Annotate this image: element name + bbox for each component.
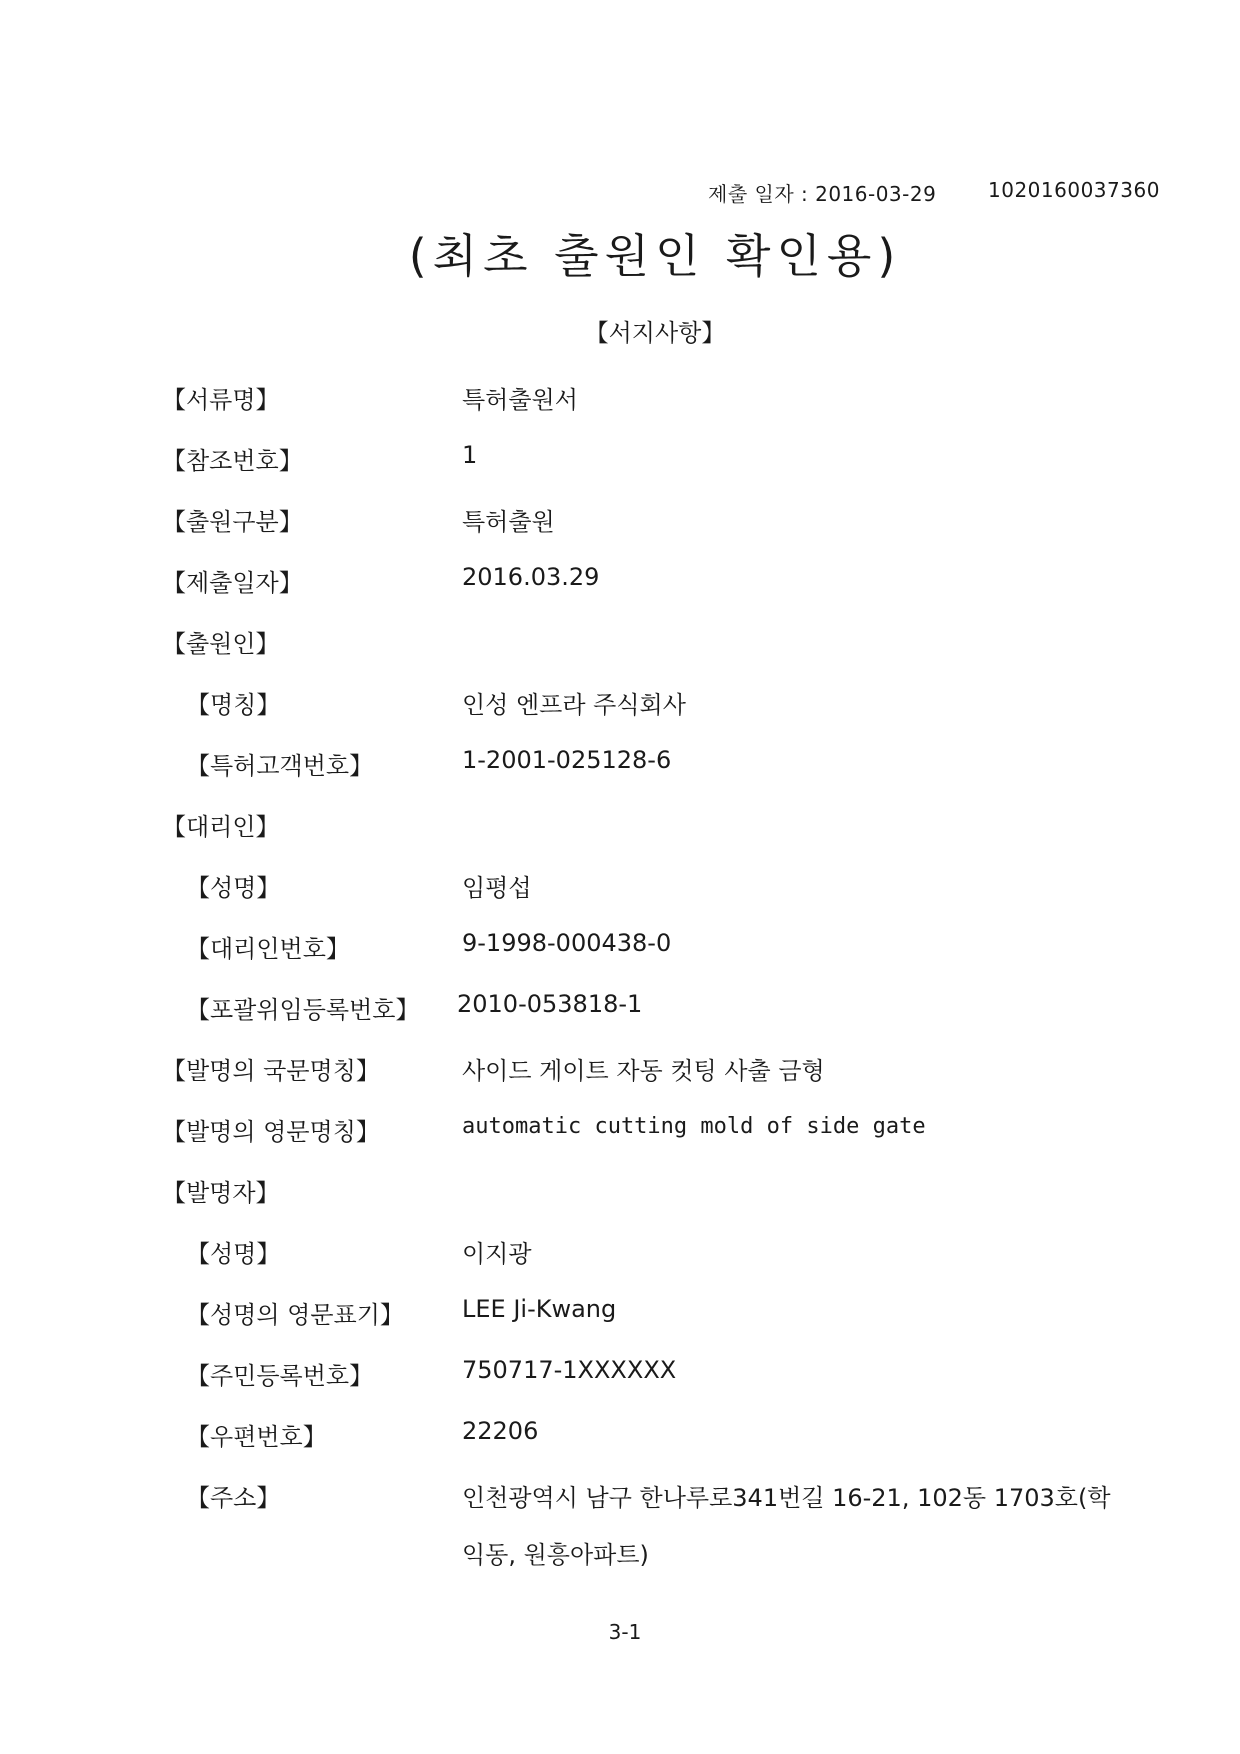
field-label: 【발명의 영문명칭】 [162,1118,380,1146]
field-value: 2010-053818-1 [457,990,643,1018]
field-inventor-english-name [0,1295,1240,1335]
field-resident-number [0,1356,1240,1396]
field-label: 【성명의 영문표기】 [186,1301,404,1329]
field-agent-number [0,929,1240,969]
field-label: 【명칭】 [186,691,281,719]
field-label: 【특허고객번호】 [186,752,374,780]
address-continuation: 익동, 원흥아파트) [462,1541,649,1569]
field-label: 【주소】 [186,1484,281,1512]
field-value: 특허출원서 [462,386,578,414]
field-label: 【주민등록번호】 [186,1362,374,1390]
field-value: 9-1998-000438-0 [462,929,672,957]
field-label: 【성명】 [186,1240,281,1268]
field-value: 1-2001-025128-6 [462,746,672,774]
field-power-of-attorney-number [0,990,1240,1030]
field-value: 이지광 [462,1240,532,1268]
field-label: 【서류명】 [162,386,280,414]
field-document-name [0,380,1240,420]
field-value: LEE Ji-Kwang [462,1295,617,1323]
section-title: 【서지사항】 [584,319,726,347]
field-agent-name [0,868,1240,908]
field-applicant-name [0,685,1240,725]
field-value: 임평섭 [462,874,532,902]
field-value: 인천광역시 남구 한나루로341번길 16-21, 102동 1703호(학 [462,1484,1111,1512]
field-label: 【성명】 [186,874,281,902]
field-label: 【출원인】 [162,630,280,658]
field-value: 사이드 게이트 자동 컷팅 사출 금형 [462,1057,825,1085]
page-number: 3-1 [608,1620,642,1644]
page-title: (최초 출원인 확인용) [408,229,902,283]
field-value: 인성 엔프라 주식회사 [462,691,686,719]
field-label: 【발명의 국문명칭】 [162,1057,380,1085]
field-english-title [0,1112,1240,1152]
field-value: 750717-1XXXXXX [462,1356,677,1384]
field-inventor-name [0,1234,1240,1274]
submission-date: 제출 일자 : 2016-03-29 [708,182,937,206]
field-application-type [0,502,1240,542]
field-value: 1 [462,441,478,469]
field-label: 【우편번호】 [186,1423,327,1451]
field-value: 2016.03.29 [462,563,600,591]
field-postal-code [0,1417,1240,1457]
field-label: 【대리인번호】 [186,935,350,963]
field-value: 22206 [462,1417,539,1445]
field-reference-number [0,441,1240,481]
field-customer-number [0,746,1240,786]
field-label: 【대리인】 [162,813,280,841]
field-label: 【참조번호】 [162,447,303,475]
field-submission-date [0,563,1240,603]
field-inventor [0,1173,1240,1213]
field-agent [0,807,1240,847]
field-label: 【포괄위임등록번호】 [186,996,420,1024]
field-label: 【제출일자】 [162,569,303,597]
field-label: 【발명자】 [162,1179,280,1207]
field-applicant [0,624,1240,664]
field-label: 【출원구분】 [162,508,303,536]
field-value: 특허출원 [462,508,555,536]
field-address [0,1478,1240,1518]
document-number: 1020160037360 [988,178,1160,202]
field-value: automatic cutting mold of side gate [462,1114,926,1139]
field-korean-title [0,1051,1240,1091]
